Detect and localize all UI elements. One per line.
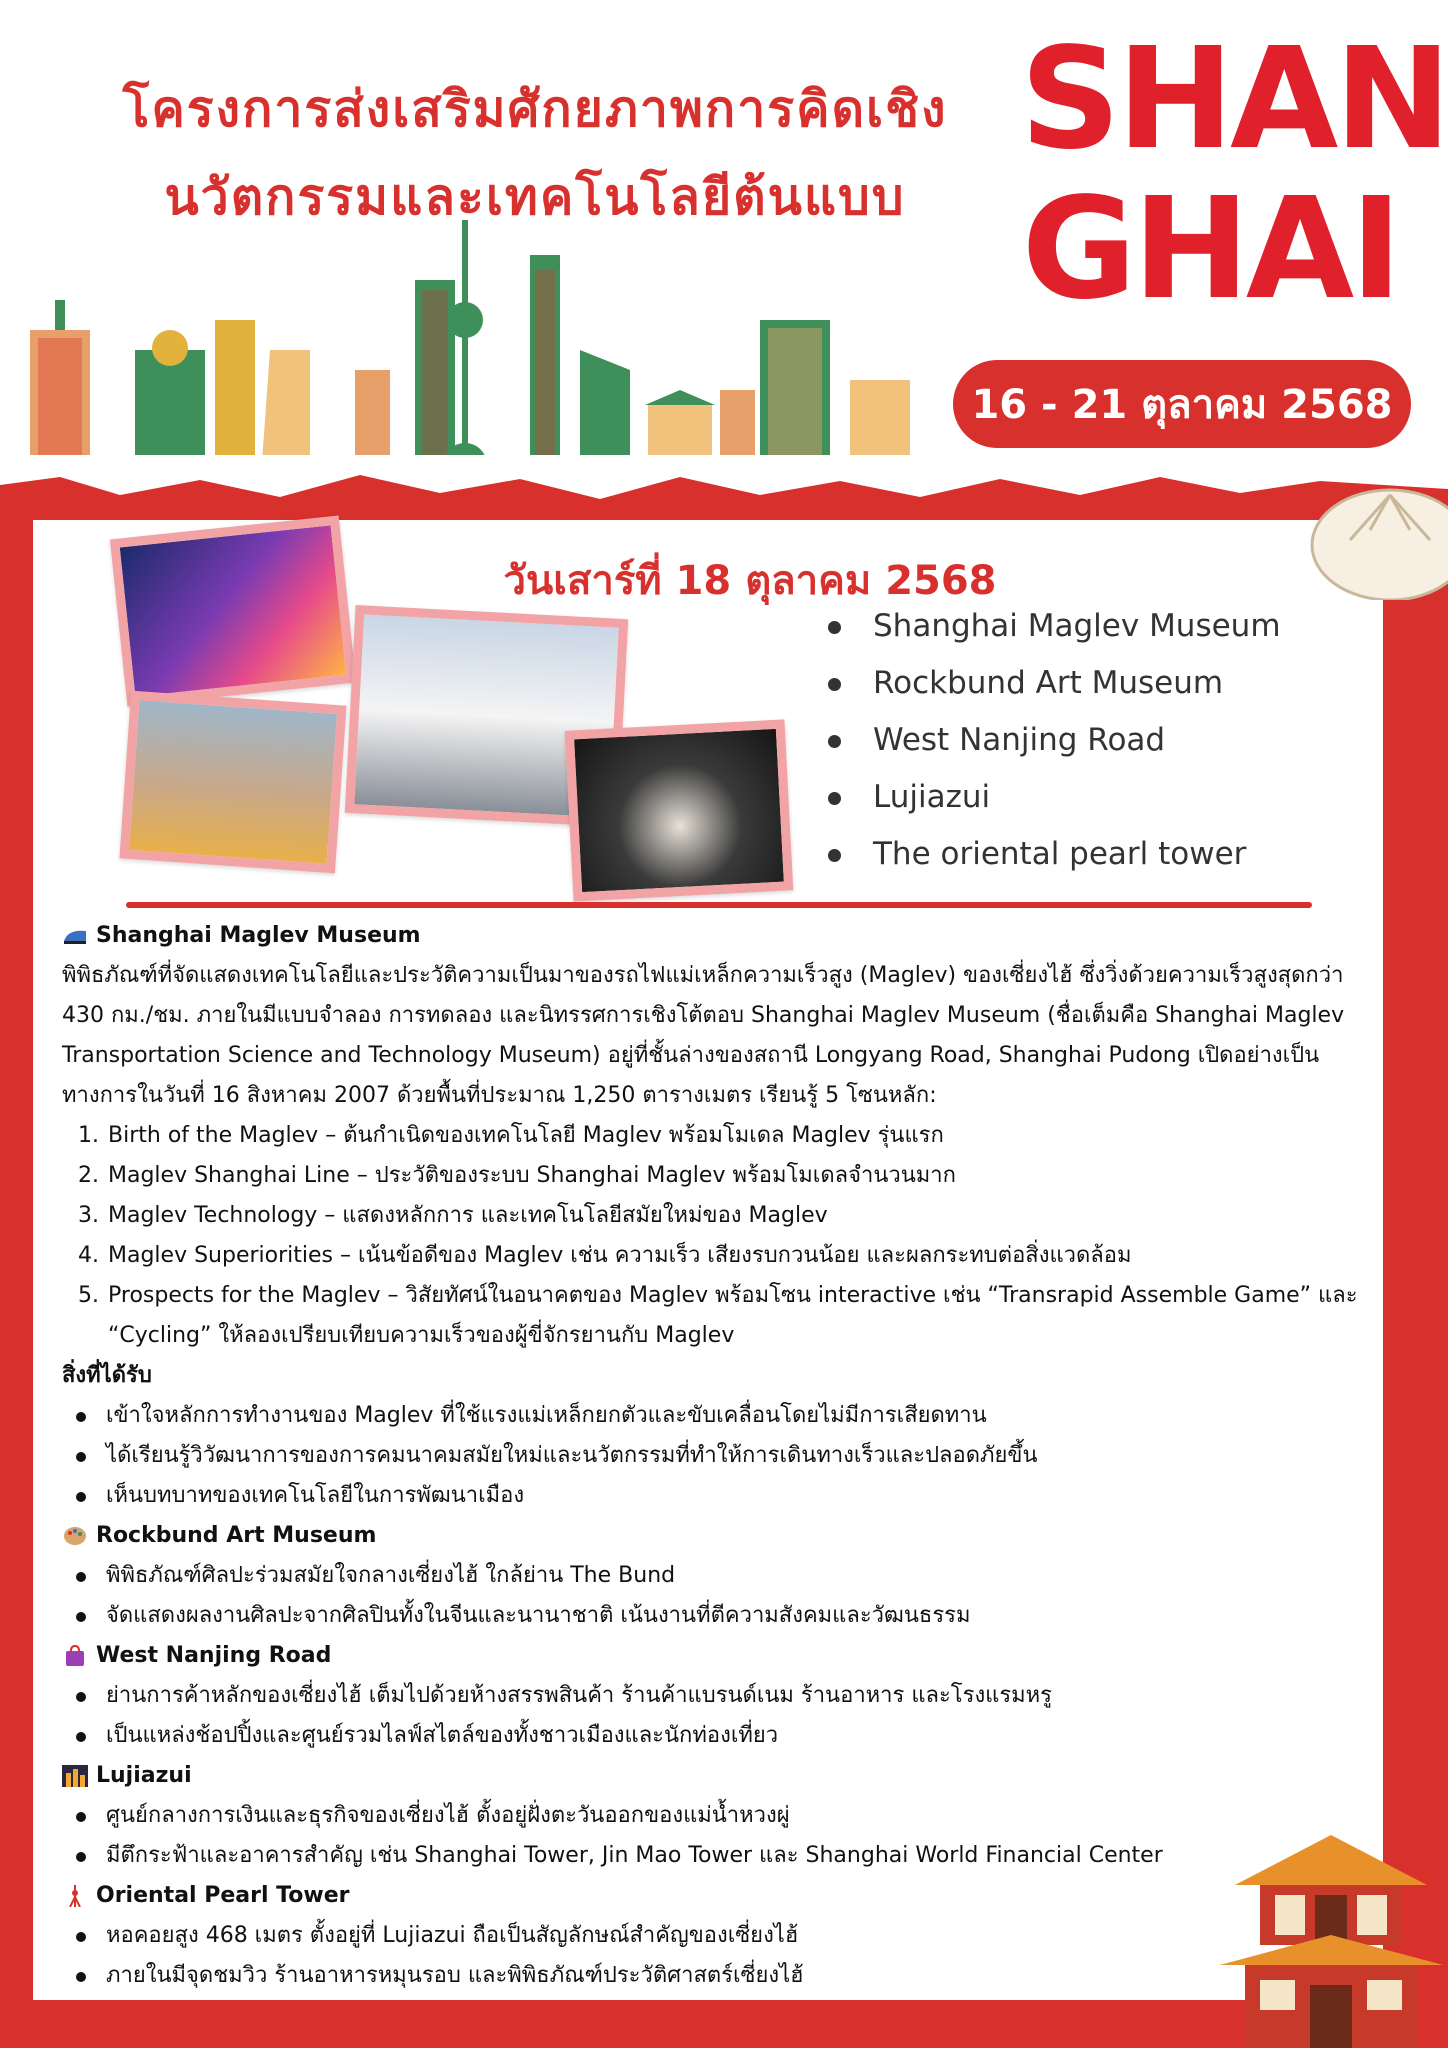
list-item: ได้เรียนรู้วิวัฒนาการของการคมนาคมสมัยใหม่และนวัตกรรมที่ทำให้การเดินทางเร็วและปลอดภัยขึ้น [106, 1436, 1362, 1476]
list-item: เป็นแหล่งช้อปปิ้งและศูนย์รวมไลฟ์สไตล์ของทั้งชาวเมืองและนักท่องเที่ยว [106, 1716, 1362, 1756]
dumpling-illustration [1310, 460, 1448, 600]
list-item: พิพิธภัณฑ์ศิลปะร่วมสมัยใจกลางเซี่ยงไฮ้ ใกล้ย่าน The Bund [106, 1556, 1362, 1596]
poster-title-line-1: โครงการส่งเสริมศักยภาพการคิดเชิง [122, 79, 948, 138]
list-item: มีตึกระฟ้าและอาคารสำคัญ เช่น Shanghai Tower, Jin Mao Tower และ Shanghai World Financial Center [106, 1836, 1362, 1876]
rockbund-list [62, 1556, 1362, 1636]
section-heading-text: West Nanjing Road [96, 1643, 332, 1668]
shopping-bag-icon [62, 1645, 88, 1667]
photo-museum-tunnel [565, 719, 794, 901]
section-heading-lujiazui [62, 1756, 1362, 1796]
city-icon [62, 1765, 88, 1787]
list-item: ย่านการค้าหลักของเซี่ยงไฮ้ เต็มไปด้วยห้างสรรพสินค้า ร้านค้าแบรนด์เนม ร้านอาหาร และโรงแรมหรู [106, 1676, 1362, 1716]
section-heading-text: Oriental Pearl Tower [96, 1883, 350, 1908]
list-item: ศูนย์กลางการเงินและธุรกิจของเซี่ยงไฮ้ ตั้งอยู่ฝั่งตะวันออกของแม่น้ำหวงผู่ [106, 1796, 1362, 1836]
photo-nanjing-road-night [110, 515, 356, 706]
palette-icon [62, 1525, 88, 1547]
list-item: Rockbund Art Museum [828, 655, 1281, 712]
list-item: ภายในมีจุดชมวิว ร้านอาหารหมุนรอบ และพิพิธภัณฑ์ประวัติศาสตร์เซี่ยงไฮ้ [106, 1956, 1362, 1996]
trip-date-badge [953, 360, 1411, 448]
list-item: 4. Maglev Superiorities – เน้นข้อดีของ Maglev เช่น ความเร็ว เสียงรบกวนน้อย และผลกระทบต่อสิ่งแวดล้อม [106, 1236, 1362, 1276]
frame-left-band [0, 470, 33, 2048]
section-heading-gains [62, 1356, 1362, 1396]
section-heading-nanjing [62, 1636, 1362, 1676]
section-heading-text: Shanghai Maglev Museum [96, 923, 421, 948]
list-item: เห็นบทบาทของเทคโนโลยีในการพัฒนาเมือง [106, 1476, 1362, 1516]
list-item: Lujiazui [828, 769, 1281, 826]
list-item: หอคอยสูง 468 เมตร ตั้งอยู่ที่ Lujiazui ถือเป็นสัญลักษณ์สำคัญของเซี่ยงไฮ้ [106, 1916, 1362, 1956]
frame-right-band [1383, 470, 1448, 2048]
list-item: Shanghai Maglev Museum [828, 598, 1281, 655]
section-heading-pearl [62, 1876, 1362, 1916]
nanjing-list [62, 1676, 1362, 1756]
day-title: วันเสาร์ที่ 18 ตุลาคม 2568 [503, 558, 997, 604]
list-item: จัดแสดงผลงานศิลปะจากศิลปินทั้งในจีนและนานาชาติ เน้นงานที่ตีความสังคมและวัฒนธรรม [106, 1596, 1362, 1636]
section-divider [126, 902, 1312, 908]
section-heading-text: Rockbund Art Museum [96, 1523, 377, 1548]
shanghai-logo-bottom: GHAI [1021, 168, 1399, 331]
article-body [62, 916, 1362, 1996]
section-heading-rockbund [62, 1516, 1362, 1556]
section-heading-text: Lujiazui [96, 1763, 192, 1788]
maglev-description: พิพิธภัณฑ์ที่จัดแสดงเทคโนโลยีและประวัติความเป็นมาของรถไฟแม่เหล็กความเร็วสูง (Maglev) ของเซี่ยงไฮ้ ซึ่งวิ่งด้วยความเร็วสูงสุดกว่า 430 กม./ชม. ภายในมีแบบจำลอง การทดลอง และนิทรรศการเชิงโต้ตอบ Shanghai Maglev Museum (ชื่อเต็มคือ Shanghai Maglev Transportation Science and Technology Museum) อยู่ที่ชั้นล่างของสถานี Longyang Road, Shanghai Pudong เปิดอย่างเป็นทางการในวันที่ 16 สิงหาคม 2007 ด้วยพื้นที่ประมาณ 1,250 ตารางเมตร เรียนรู้ 5 โซนหลัก: [62, 963, 1345, 1108]
poster-title-line-2: นวัตกรรมและเทคโนโลยีต้นแบบ [164, 167, 906, 226]
place-list [828, 598, 1281, 883]
list-item: 1. Birth of the Maglev – ต้นกำเนิดของเทคโนโลยี Maglev พร้อมโมเดล Maglev รุ่นแรก [106, 1116, 1362, 1156]
skyline-illustration [20, 210, 920, 490]
list-item: 3. Maglev Technology – แสดงหลักการ และเทคโนโลยีสมัยใหม่ของ Maglev [106, 1196, 1362, 1236]
pagoda-illustration [1215, 1815, 1448, 2048]
train-icon [62, 925, 88, 947]
photo-street-day [119, 691, 346, 874]
list-item: West Nanjing Road [828, 712, 1281, 769]
shanghai-logo-top: SHAN [1020, 18, 1448, 181]
maglev-zone-list [62, 1116, 1362, 1356]
section-heading-maglev [62, 916, 1362, 956]
lujiazui-list [62, 1796, 1362, 1876]
trip-date-text: 16 - 21 ตุลาคม 2568 [971, 382, 1393, 428]
gains-list [62, 1396, 1362, 1516]
tower-icon [62, 1885, 88, 1907]
pearl-list [62, 1916, 1362, 1996]
list-item: 5. Prospects for the Maglev – วิสัยทัศน์ในอนาคตของ Maglev พร้อมโซน interactive เช่น “Transrapid Assemble Game” และ “Cycling” ให้ลองเปรียบเทียบความเร็วของผู้ขี่จักรยานกับ Maglev [106, 1276, 1362, 1356]
section-heading-text: สิ่งที่ได้รับ [62, 1363, 152, 1388]
list-item: 2. Maglev Shanghai Line – ประวัติของระบบ Shanghai Maglev พร้อมโมเดลจำนวนมาก [106, 1156, 1362, 1196]
list-item: เข้าใจหลักการทำงานของ Maglev ที่ใช้แรงแม่เหล็กยกตัวและขับเคลื่อนโดยไม่มีการเสียดทาน [106, 1396, 1362, 1436]
skyline-buildings [30, 220, 910, 490]
list-item: The oriental pearl tower [828, 826, 1281, 883]
